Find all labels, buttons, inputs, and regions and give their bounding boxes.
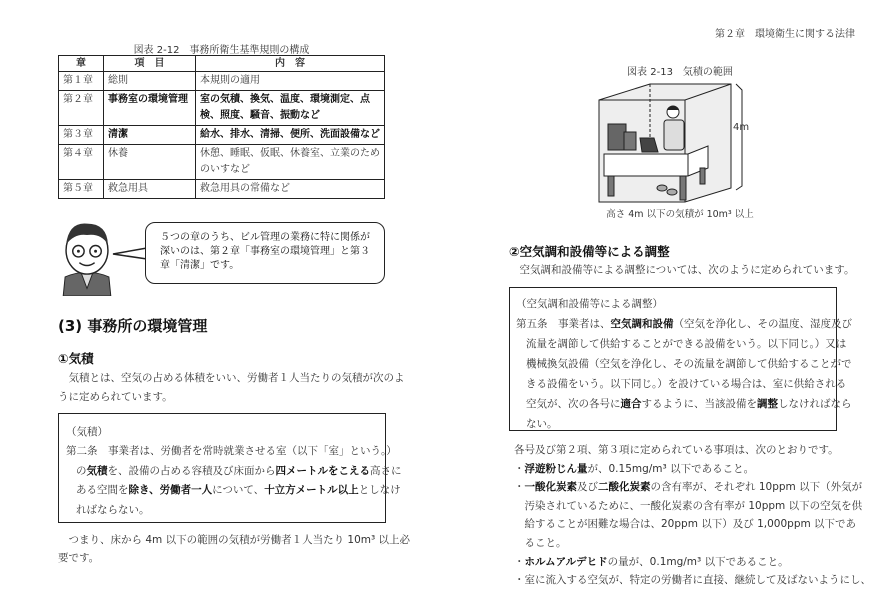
table-row (59, 180, 385, 199)
table-row (59, 72, 385, 91)
table-row (59, 126, 385, 145)
aircon-after-line (514, 535, 567, 550)
emphasis-text: 浮遊粉じん量 (524, 462, 588, 475)
emphasis-text: 十立方メートル以上 (264, 484, 359, 496)
speech-bubble: ５つの章のうち、ビル管理の業務に特に関係が深いのは、第２章「事務室の環境管理」と第３章「清潔」です。 (145, 222, 385, 284)
text-segment: ない。 (526, 418, 558, 430)
text-segment: 汚染されているために、一酸化炭素の含有率が 10ppm 以下の空気を供 (514, 499, 863, 512)
aircon-box-line (526, 376, 846, 391)
header-chapter: 章 (59, 56, 104, 72)
figure-height-label: 4m (733, 122, 750, 133)
emphasis-text: 空気調和設備 (610, 318, 674, 330)
text-segment: 第二条 事業者は、労働者を常時就業させる室（以下「室」という。） (66, 445, 397, 457)
item-cell: 休養 (104, 145, 196, 180)
chapter-cell: 第２章 (59, 91, 104, 126)
text-segment: ること。 (514, 537, 567, 549)
content-cell: 給水、排水、清掃、便所、洗面設備など (196, 126, 385, 145)
item-cell: 救急用具 (104, 180, 196, 199)
text-segment: ・ (514, 462, 525, 475)
text-segment: の含有率が、それぞれ 10ppm 以下（外気が (650, 481, 863, 494)
table-caption: 図表 2-12 事務所衛生基準規則の構成 (133, 45, 310, 56)
text-segment: 給することが困難な場合は、20ppm 以下）及び 1,000ppm 以下であ (514, 518, 857, 531)
emphasis-text: 除き、労働者一人 (128, 484, 213, 496)
text-segment: ・ (514, 481, 525, 494)
kiseki-para-2: うに定められています。 (58, 391, 173, 403)
content-cell: 室の気積、換気、温度、環境測定、点検、照度、騒音、振動など (196, 91, 385, 126)
text-segment: するように、当該設備を (641, 398, 757, 410)
kiseki-after-2: 要です。 (58, 552, 100, 564)
text-segment: ればならない。 (76, 503, 150, 516)
emphasis-text: 二酸化炭素 (598, 481, 651, 494)
aircon-after-line (514, 572, 871, 587)
item-cell: 清潔 (104, 126, 196, 145)
text-segment: ・ (514, 555, 525, 568)
aircon-after-line (514, 554, 789, 569)
text-segment: の (76, 464, 87, 477)
aircon-after-line (514, 498, 862, 513)
text-segment: が、0.15mg/m³ 以下であること。 (587, 462, 755, 475)
kiseki-box-line (66, 443, 397, 458)
text-segment: 各号及び第２項、第３項に定められている事項は、次のとおりです。 (514, 444, 839, 456)
content-cell: 本規則の適用 (196, 72, 385, 91)
table-row (59, 91, 385, 126)
aircon-after-line (514, 461, 754, 476)
text-segment: 流量を調節して供給することができる設備をいう。以下同じ。）又は (526, 338, 847, 350)
text-segment: 及び (577, 481, 598, 494)
text-segment: としなけ (358, 484, 401, 496)
text-segment: の量が、0.1mg/m³ 以下であること。 (607, 555, 789, 568)
kiseki-box-title: （気積） (66, 426, 108, 438)
text-segment: 機械換気設備（空気を浄化し、その流量を調節して供給することがで (526, 358, 852, 370)
aircon-after-line (514, 516, 856, 531)
room-volume-figure (596, 80, 756, 207)
header-item: 項 目 (104, 56, 196, 72)
section-heading: (3) 事務所の環境管理 (58, 317, 208, 335)
running-header: 第２章 環境衛生に関する法律 (715, 29, 855, 40)
aircon-box-line (526, 416, 558, 431)
text-segment: を、設備の占める容積及び床面から (107, 464, 276, 477)
aircon-after-line (514, 442, 839, 457)
item-cell: 事務室の環境管理 (104, 91, 196, 126)
content-cell: 休憩、睡眠、仮眠、休養室、立業のためのいすなど (196, 145, 385, 180)
item-cell: 総則 (104, 72, 196, 91)
text-segment: 第五条 事業者は、 (516, 318, 611, 330)
text-segment: きる設備をいう。以下同じ。）を設けている場合は、室に供給される (526, 378, 847, 390)
emphasis-text: ホルムアルデヒド (524, 555, 608, 568)
aircon-after-line (514, 479, 862, 494)
text-segment: （空気を浄化し、その温度、湿度及び (673, 318, 852, 330)
structure-table (58, 55, 385, 199)
text-segment: について、 (212, 484, 265, 496)
text-segment: ある空間を (76, 484, 129, 496)
figure-caption: 図表 2-13 気積の範囲 (627, 67, 733, 78)
text-segment: しなければなら (778, 398, 852, 410)
emphasis-text: 気積 (86, 464, 108, 477)
emphasis-text: 一酸化炭素 (524, 481, 577, 494)
aircon-box-line (526, 336, 846, 351)
chapter-cell: 第３章 (59, 126, 104, 145)
chapter-cell: 第５章 (59, 180, 104, 199)
kiseki-box-line (76, 482, 401, 497)
text-segment: 高さに (370, 464, 402, 477)
aircon-box-line (526, 356, 852, 371)
text-segment: 空気が、次の各号に (526, 398, 621, 410)
figure-note: 高さ 4m 以下の気積が 10m³ 以上 (606, 209, 754, 220)
table-row (59, 145, 385, 180)
chapter-cell: 第１章 (59, 72, 104, 91)
emphasis-text: 適合 (620, 398, 642, 410)
kiseki-para-1: 気積とは、空気の占める体積をいい、労働者１人当たりの気積が次のよ (58, 372, 405, 384)
aircon-box-title: （空気調和設備等による調整） (516, 298, 663, 310)
text-segment: ・室に流入する空気が、特定の労働者に直接、継続して及ばないようにし、 (514, 574, 871, 587)
aircon-heading: ②空気調和設備等による調整 (509, 244, 670, 259)
kiseki-box-line (76, 502, 150, 517)
aircon-intro: 空気調和設備等による調整については、次のように定められています。 (509, 264, 855, 276)
kiseki-after-1: つまり、床から 4m 以下の範囲の気積が労働者１人当たり 10m³ 以上必 (58, 534, 411, 546)
emphasis-text: 調整 (757, 398, 778, 410)
character-illustration (56, 216, 118, 299)
aircon-box-line (526, 396, 852, 411)
bubble-tail (112, 247, 148, 261)
kiseki-heading: ①気積 (58, 351, 94, 366)
chapter-cell: 第４章 (59, 145, 104, 180)
kiseki-box-line (76, 463, 402, 478)
emphasis-text: 四メートルをこえる (275, 464, 370, 477)
header-content: 内 容 (196, 56, 385, 72)
aircon-box-line (516, 316, 852, 331)
content-cell: 救急用具の常備など (196, 180, 385, 199)
